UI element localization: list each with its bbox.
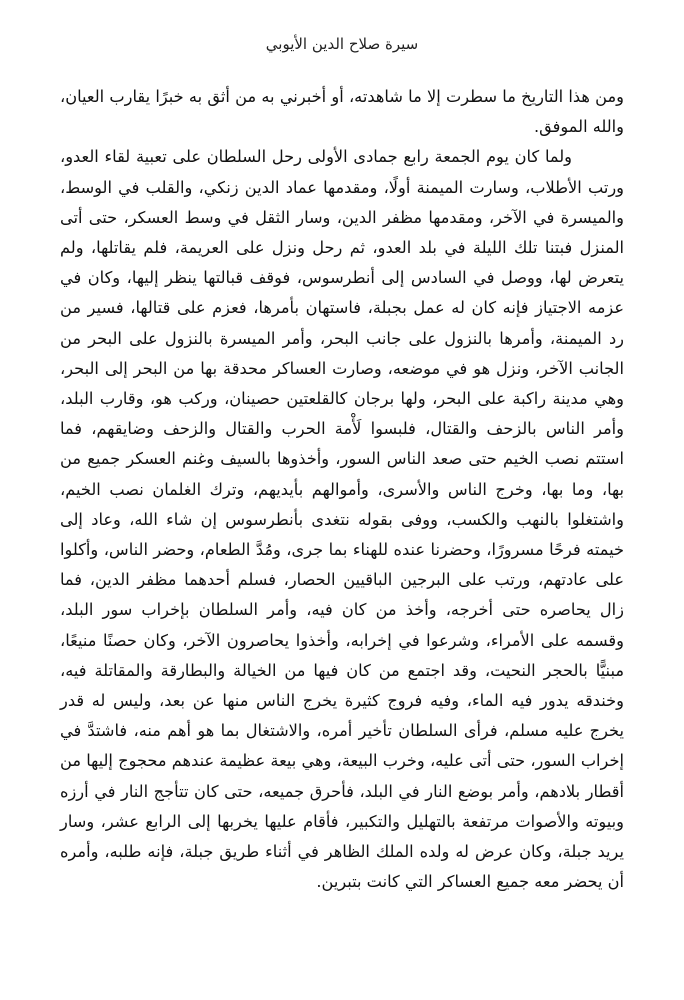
paragraph-main: ولما كان يوم الجمعة رابع جمادى الأولى رحل السلطان على تعبية لقاء العدو، ورتب الأطلاب، وسارت الميمنة أولًا، ومقدمها عماد الدين زنكي، والقلب في الوسط، والميسرة في الآخر، ومقدمها مظفر الدين، وسار الثقل في وسط العسكر، حتى أتى المنزل فبتنا تلك الليلة في بلد العدو، ثم رحل ونزل على العريمة، فلم يقاتلها، ولم يتعرض لها، ووصل في السادس إلى أنطرسوس، فوقف قبالتها ينظر إليها، وكان في عزمه الاجتياز فإنه كان له عمل بجبلة، فاستهان بأمرها، فعزم على قتالها، فسير من رد الميمنة، وأمرها بالنزول على جانب البحر، وأمر الميسرة بالنزول على البحر من الجانب الآخر، ونزل هو في موضعه، وصارت العساكر محدقة بها من البحر إلى البحر، وهي مدينة راكبة على البحر، ولها برجان كالقلعتين حصينان، وركب هو، وقارب البلد، وأمر الناس بالزحف والقتال، فلبسوا لَأْمة الحرب والقتال والزحف وضايقهم، فما استتم نصب الخيم حتى صعد الناس السور، وأخذوها بالسيف وغنم العسكر جميع من بها، وما بها، وخرج الناس والأسرى، وأموالهم بأيديهم، وترك الغلمان نصب الخيم، واشتغلوا بالنهب والكسب، ووفى بقوله نتغدى بأنطرسوس إن شاء الله، وعاد إلى خيمته فرحًا مسرورًا، وحضرنا عنده للهناء بما جرى، ومُدَّ الطعام، وحضر الناس، وأكلوا على عادتهم، ورتب على البرجين الباقيين الحصار، فسلم أحدهما مظفر الدين، فما زال يحاصره حتى أخرجه، وأخذ من كان فيه، وأمر السلطان بإخراب سور البلد، وقسمه على الأمراء، وشرعوا في إخرابه، وأخذوا يحاصرون الآخر، وكان حصنًا منيعًا، مبنيًّا بالحجر النحيت، وقد اجتمع من كان فيها من الخيالة والبطارقة والمقاتلة فيه، وخندقه يدور فيه الماء، وفيه فروج كثيرة يخرج الناس منها عن بعد، وليس له قدر يخرج عليه مسلم، فرأى السلطان تأخير أمره، والاشتغال بما هو أهم منه، فاشتدَّ في إخراب السور، حتى أتى عليه، وخرب البيعة، وهي بيعة عظيمة عندهم محجوج إليها من أقطار بلادهم، وأمر بوضع النار في البلد، فأحرق جميعه، حتى كان تتأجج النار في أرزه وبيوته والأصوات مرتفعة بالتهليل والتكبير، فأقام عليها يخربها إلى الرابع عشر، وسار يريد جبلة، وكان عرض له ولده الملك الظاهر في أثناء طريق جبلة، فإنه طلبه، وأمره أن يحضر معه جميع العساكر التي كانت بتبرين. (60, 147, 624, 892)
paragraph-opening: ومن هذا التاريخ ما سطرت إلا ما شاهدته، أو أخبرني به من أثق به خبرًا يقارب العيان، والله الموفق. (60, 87, 624, 137)
running-header-title: سيرة صلاح الدين الأيوبي (265, 35, 419, 53)
body-text (60, 82, 624, 897)
